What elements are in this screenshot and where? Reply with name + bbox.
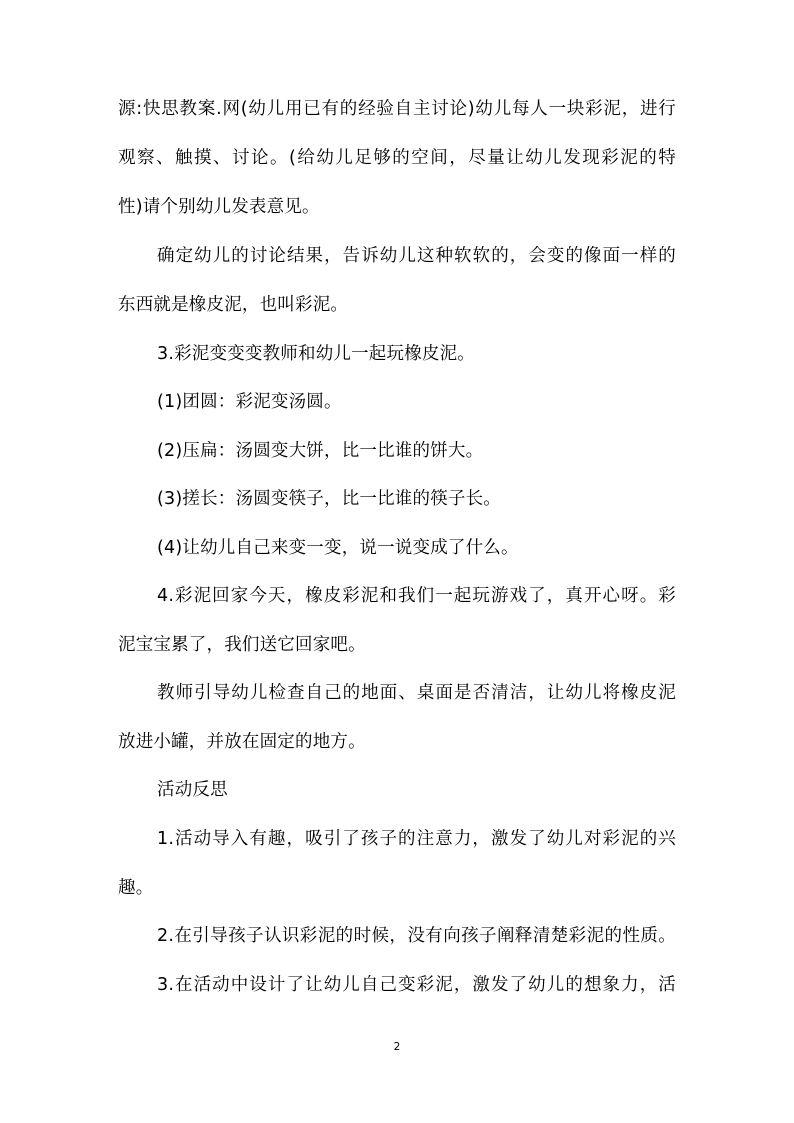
text-line: 教师引导幼儿检查自己的地面、桌面是否清洁，让幼儿将橡皮泥 bbox=[157, 683, 676, 703]
text-line: 趣。 bbox=[118, 878, 154, 898]
list-item: (3)搓长：汤圆变筷子，比一比谁的筷子长。 bbox=[157, 489, 501, 509]
text-line: 性)请个别幼儿发表意见。 bbox=[118, 197, 320, 217]
page-number: 2 bbox=[393, 1041, 401, 1053]
list-item: (2)压扁：汤圆变大饼，比一比谁的饼大。 bbox=[157, 441, 484, 461]
section-heading: 3.彩泥变变变教师和幼儿一起玩橡皮泥。 bbox=[157, 344, 475, 364]
list-item: (4)让幼儿自己来变一变，说一说变成了什么。 bbox=[157, 538, 519, 558]
text-line: 确定幼儿的讨论结果，告诉幼儿这种软软的，会变的像面一样的 bbox=[157, 246, 676, 266]
text-line: 观察、触摸、讨论。(给幼儿足够的空间，尽量让幼儿发现彩泥的特 bbox=[118, 148, 676, 168]
list-item: 3.在活动中设计了让幼儿自己变彩泥，激发了幼儿的想象力，活 bbox=[157, 975, 676, 995]
list-item: 1.活动导入有趣，吸引了孩子的注意力，激发了幼儿对彩泥的兴 bbox=[157, 829, 676, 849]
text-line: 泥宝宝累了，我们送它回家吧。 bbox=[118, 635, 366, 655]
list-item: 2.在引导孩子认识彩泥的时候，没有向孩子阐释清楚彩泥的性质。 bbox=[157, 926, 676, 946]
text-line: 源:快思教案.网(幼儿用已有的经验自主讨论)幼儿每人一块彩泥，进行 bbox=[118, 99, 676, 119]
section-heading: 4.彩泥回家今天，橡皮彩泥和我们一起玩游戏了，真开心呀。彩 bbox=[157, 586, 676, 606]
list-item: (1)团圆：彩泥变汤圆。 bbox=[157, 392, 342, 412]
text-line: 放进小罐，并放在固定的地方。 bbox=[118, 732, 366, 752]
text-line: 东西就是橡皮泥，也叫彩泥。 bbox=[118, 295, 349, 315]
section-title: 活动反思 bbox=[157, 780, 228, 800]
